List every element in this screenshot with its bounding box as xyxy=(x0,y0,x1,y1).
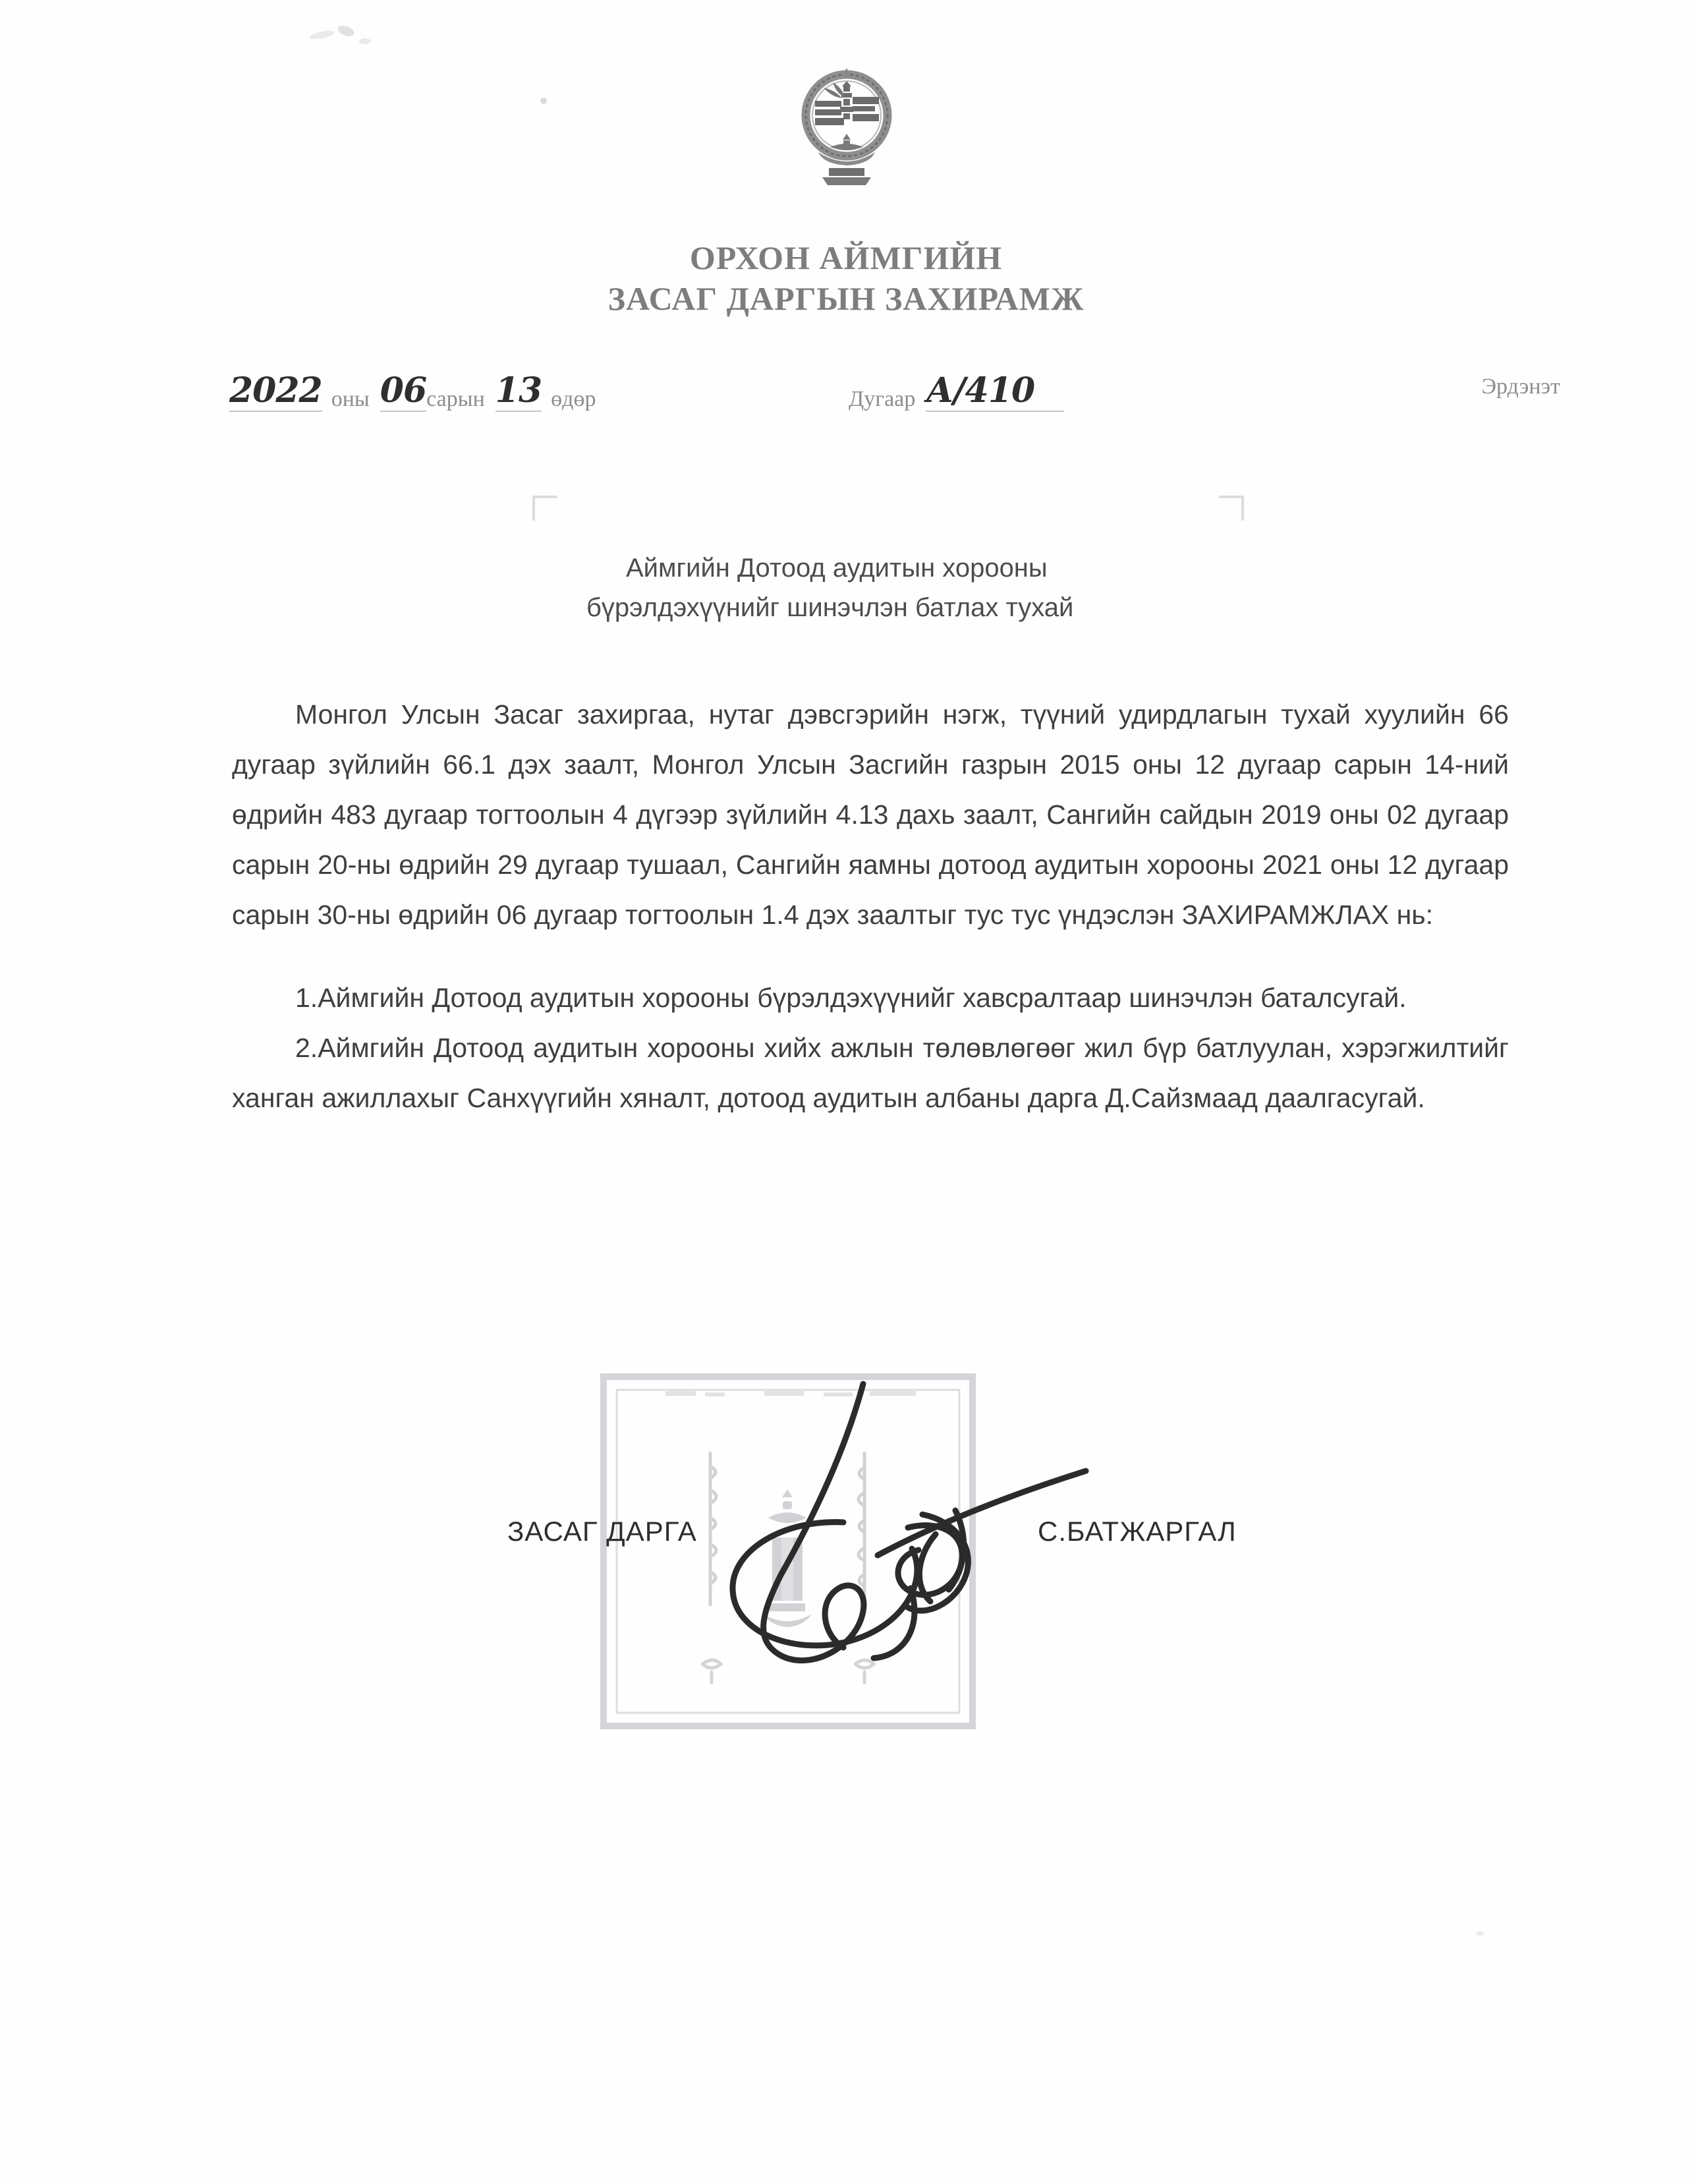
scan-speck xyxy=(359,38,371,44)
body-item-1: 1.Аймгийн Дотоод аудитын хорооны бүрэлдэхүүнийг хавсралтаар шинэчлэн баталсугай. xyxy=(295,983,1407,1013)
date-month-label: сарын xyxy=(426,387,485,411)
date-day-value: 13 xyxy=(495,370,542,411)
document-meta-row xyxy=(0,369,1692,428)
document-title-line-2: ЗАСАГ ДАРГЫН ЗАХИРАМЖ xyxy=(607,280,1085,317)
document-date xyxy=(229,370,596,416)
signatory-title: ЗАСАГ ДАРГА xyxy=(507,1516,697,1547)
date-day-label: өдөр xyxy=(551,387,596,411)
document-subject xyxy=(586,548,1219,627)
date-year-value: 2022 xyxy=(229,370,322,411)
scan-speck xyxy=(1476,1931,1484,1936)
document-number xyxy=(849,370,1064,416)
body-preamble: Монгол Улсын Засаг захиргаа, нутаг дэвсгэрийн нэгж, түүний удирдлагын тухай хуулийн 66 дугаар зүйлийн 66.1 дэх заалт, Монгол Улсын Засгийн газрын 2015 оны 12 дугаар сарын 14-ний өдрийн 483 дугаар тогтоолын 4 дүгээр зүйлийн 4.13 дахь заалт, Сангийн сайдын 2019 оны 02 дугаар сарын 20-ны өдрийн 29 дугаар тушаал, Сангийн яамны дотоод аудитын хорооны 2021 оны 12 дугаар сарын 30-ны өдрийн 06 дугаар тогтоолын 1.4 дэх заалтыг тус тус үндэслэн ЗАХИРАМЖЛАХ нь: xyxy=(232,699,1509,930)
corner-bracket-right-icon xyxy=(1219,496,1244,521)
document-subject-line-1: Аймгийн Дотоод аудитын хорооны xyxy=(626,554,1048,583)
scan-speck xyxy=(336,24,355,38)
scan-speck xyxy=(540,98,547,104)
signatory-name: С.БАТЖАРГАЛ xyxy=(1038,1516,1237,1547)
document-number-value: А/410 xyxy=(926,370,1064,412)
corner-bracket-left-icon xyxy=(532,496,557,521)
document-title-line-1: ОРХОН АЙМГИЙН xyxy=(689,239,1003,276)
document-subject-line-2: бүрэлдэхүүнийг шинэчлэн батлах тухай xyxy=(586,593,1074,622)
document-place: Эрдэнэт xyxy=(1481,374,1560,399)
mongolia-state-emblem-icon xyxy=(784,63,909,194)
date-year-label: оны xyxy=(331,387,370,411)
body-item-2: 2.Аймгийн Дотоод аудитын хорооны хийх ажлын төлөвлөгөөг жил бүр батлуулан, хэрэгжилтийг ханган ажиллахыг Санхүүгийн хяналт, дотоод аудитын албаны дарга Д.Сайзмаад даалгасугай. xyxy=(232,1033,1509,1113)
signature-row xyxy=(0,1516,1692,1562)
document-body xyxy=(232,689,1509,1123)
date-month-value: 06 xyxy=(380,370,427,411)
document-number-label: Дугаар xyxy=(849,387,916,411)
document-title xyxy=(0,237,1692,319)
scan-speck xyxy=(309,29,335,41)
